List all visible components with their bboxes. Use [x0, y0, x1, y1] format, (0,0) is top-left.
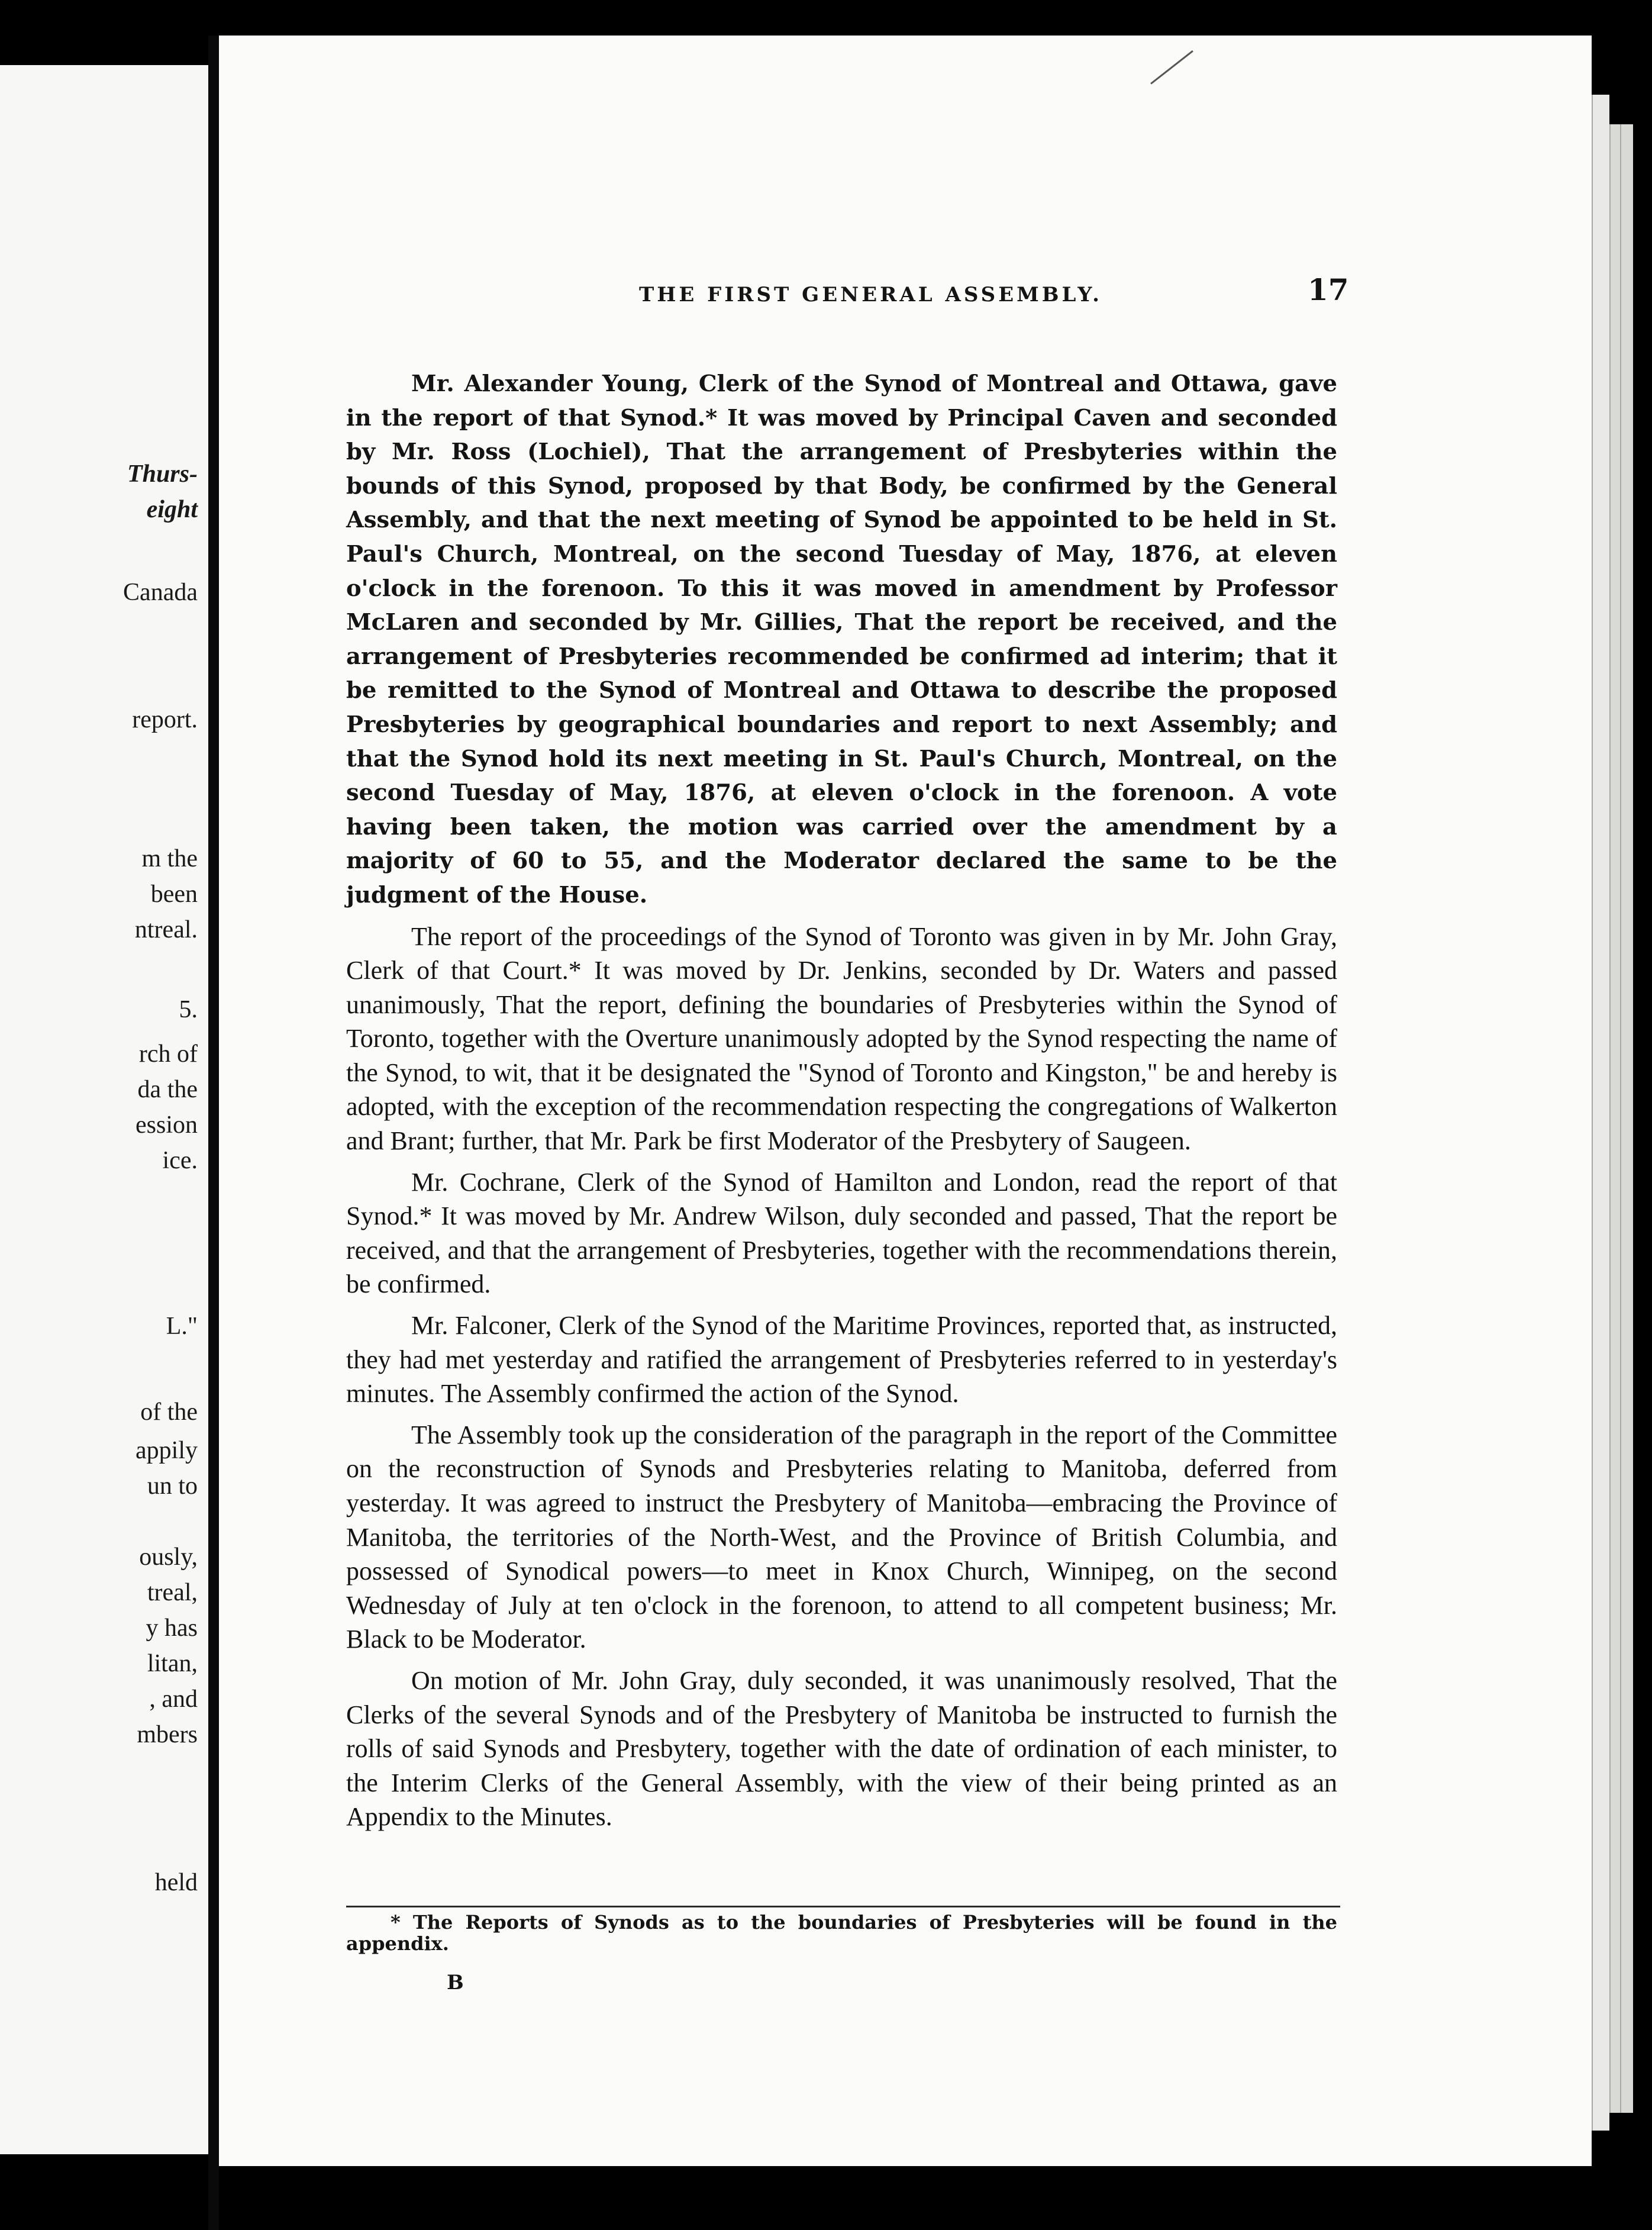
footnote-rule	[346, 1906, 1340, 1907]
footnote: * The Reports of Synods as to the boundaries of Presbyteries will be found in the appendix.	[346, 1911, 1337, 1955]
left-fragment-line: , and	[149, 1686, 198, 1713]
left-fragment-line: da the	[137, 1076, 198, 1103]
body-text	[346, 367, 1337, 1841]
left-fragment-line: litan,	[147, 1650, 198, 1677]
left-fragment-line: ously,	[139, 1543, 198, 1571]
left-fragment-line: held	[154, 1869, 198, 1896]
main-page	[219, 36, 1592, 2166]
left-fragment-line: rch of	[138, 1040, 198, 1068]
scan-scratch-mark	[1150, 50, 1193, 85]
left-fragment-line: report.	[132, 706, 198, 733]
page-edge	[1592, 95, 1609, 2131]
left-fragment-line: L."	[166, 1313, 198, 1340]
left-page-fragment	[0, 65, 208, 2154]
left-fragment-line: been	[150, 881, 198, 908]
left-fragment-line: appily	[135, 1437, 198, 1464]
book-gutter	[208, 36, 219, 2230]
paragraph-montreal-ottawa: Mr. Alexander Young, Clerk of the Synod of Montreal and Ottawa, gave in the report of that Synod.* It was moved by Principal Caven and seconded by Mr. Ross (Lochiel), That the arrangement of Presbyteries within the bounds of this Synod, proposed by that Body, be confirmed by the General Assembly, and that the next meeting of Synod be appointed to be held in St. Paul's Church, Montreal, on the second Tuesday of May, 1876, at eleven o'clock in the forenoon. To this it was moved in amendment by Professor McLaren and seconded by Mr. Gillies, That the report be received, and the arrangement of Presbyteries recommended be confirmed ad interim; that it be remitted to the Synod of Montreal and Ottawa to describe the proposed Presbyteries by geographical boundaries and report to next Assembly; and that the Synod hold its next meeting in St. Paul's Church, Montreal, on the second Tuesday of May, 1876, at eleven o'clock in the forenoon. A vote having been taken, the motion was carried over the amendment by a majority of 60 to 55, and the Moderator declared the same to be the judgment of the House.	[346, 370, 1337, 908]
left-fragment-line: of the	[140, 1398, 198, 1426]
paragraph-toronto: The report of the proceedings of the Synod of Toronto was given in by Mr. John Gray, Clerk of that Court.* It was moved by Dr. Jenkins, seconded by Dr. Waters and passed unanimously, That the report, defining the boundaries of Presbyteries within the Synod of Toronto, together with the Overture unanimously adopted by the Synod respecting the name of the Synod, to wit, that it be designated the "Synod of Toronto and Kingston," be and hereby is adopted, with the exception of the recommendation respecting the congregations of Walkerton and Brant; further, that Mr. Park be first Moderator of the Presbytery of Saugeen.	[346, 921, 1337, 1156]
paragraph-hamilton-london: Mr. Cochrane, Clerk of the Synod of Hamilton and London, read the report of that Synod.* It was moved by Mr. Andrew Wilson, duly seconded and passed, That the report be received, and that the arrangement of Presbyteries, together with the recommendations therein, be confirmed.	[346, 1167, 1337, 1299]
page-edge-line	[1620, 124, 1621, 2113]
left-fragment-line: y has	[146, 1615, 198, 1642]
left-fragment-line: mbers	[137, 1721, 198, 1748]
left-fragment-line: ice.	[162, 1147, 198, 1174]
left-fragment-line: treal,	[147, 1579, 198, 1606]
left-fragment-line: 5.	[179, 996, 198, 1023]
running-head: THE FIRST GENERAL ASSEMBLY.	[639, 283, 1102, 307]
left-fragment-line: Canada	[123, 579, 198, 606]
left-fragment-line: m the	[141, 845, 198, 872]
left-fragment-line: ession	[135, 1111, 198, 1139]
page-edge	[1609, 124, 1633, 2113]
paragraph-maritime: Mr. Falconer, Clerk of the Synod of the Maritime Provinces, reported that, as instructed, they had met yesterday and ratified the arrangement of Presbyteries referred to in yesterday's minutes. The Assembly confirmed the action of the Synod.	[346, 1311, 1337, 1409]
page-number: 17	[1308, 272, 1349, 307]
paragraph-manitoba: The Assembly took up the consideration of the paragraph in the report of the Committee on the reconstruction of Synods and Presbyteries relating to Manitoba, deferred from yesterday. It was agreed to instruct the Presbytery of Manitoba—embracing the Province of Manitoba, the territories of the North-West, and the Province of British Columbia, and possessed of Synodical powers—to meet in Knox Church, Winnipeg, on the second Wednesday of July at ten o'clock in the forenoon, to attend to all competent business; Mr. Black to be Moderator.	[346, 1420, 1337, 1654]
signature-mark: B	[447, 1971, 464, 1994]
left-fragment-line: un to	[147, 1472, 198, 1500]
left-fragment-line: ntreal.	[134, 916, 198, 943]
left-fragment-line: eight	[146, 496, 198, 523]
page-edge-line	[1609, 124, 1611, 2113]
left-fragment-line: Thurs-	[127, 460, 198, 488]
paragraph-clerks-resolution: On motion of Mr. John Gray, duly seconded, it was unanimously resolved, That the Clerks of the several Synods and of the Presbytery of Manitoba be instructed to furnish the rolls of said Synods and Presbytery, together with the date of ordination of each minister, to the Interim Clerks of the General Assembly, with the view of their being printed as an Appendix to the Minutes.	[346, 1665, 1337, 1832]
page-edge-line	[1592, 95, 1593, 2131]
